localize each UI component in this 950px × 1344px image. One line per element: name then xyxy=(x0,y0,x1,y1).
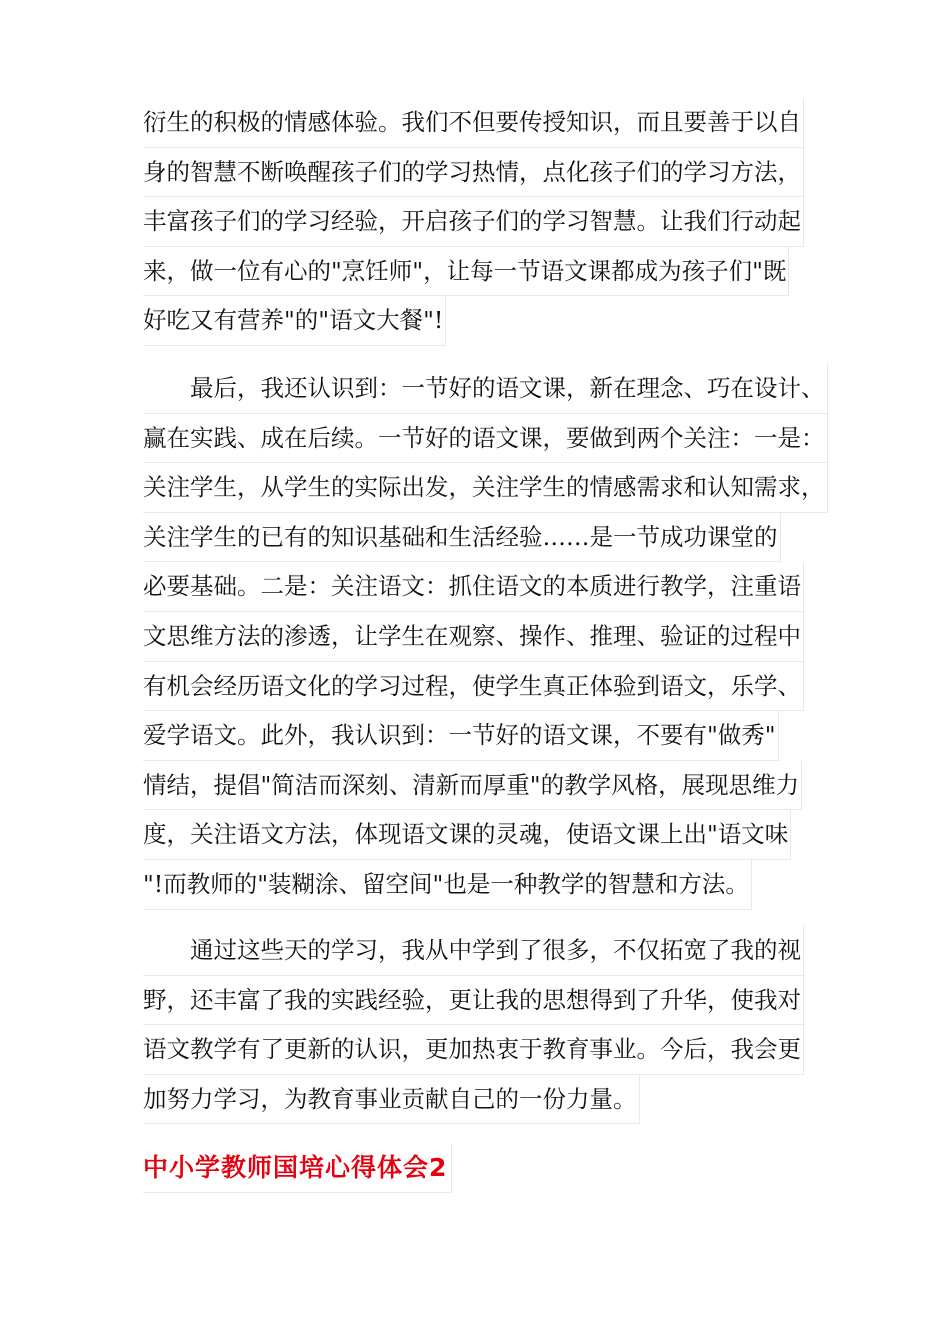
paragraph-3 xyxy=(143,926,813,1124)
text-line: 度，关注语文方法，体现语文课的灵魂，使语文课上出"语文味 xyxy=(143,810,791,860)
text-line: 通过这些天的学习，我从中学到了很多，不仅拓宽了我的视 xyxy=(143,926,804,976)
text-line: 好吃又有营养"的"语文大餐"! xyxy=(143,296,446,346)
section-heading: 中小学教师国培心得体会2 xyxy=(143,1143,452,1193)
text-line: 最后，我还认识到：一节好的语文课，新在理念、巧在设计、 xyxy=(143,364,828,414)
text-line: 来，做一位有心的"烹饪师"，让每一节语文课都成为孩子们"既 xyxy=(143,247,789,297)
paragraph-2 xyxy=(143,364,825,910)
text-line: 关注学生，从学生的实际出发，关注学生的情感需求和认知需求， xyxy=(143,463,828,513)
text-line: 身的智慧不断唤醒孩子们的学习热情，点化孩子们的学习方法， xyxy=(143,148,804,198)
text-line: 赢在实践、成在后续。一节好的语文课，要做到两个关注：一是： xyxy=(143,414,828,464)
text-line: 文思维方法的渗透，让学生在观察、操作、推理、验证的过程中 xyxy=(143,612,804,662)
paragraph-1 xyxy=(143,98,813,346)
text-line: 爱学语文。此外，我认识到：一节好的语文课，不要有"做秀" xyxy=(143,711,779,761)
text-line: 关注学生的已有的知识基础和生活经验……是一节成功课堂的 xyxy=(143,513,781,563)
text-line: 语文教学有了更新的认识，更加热衷于教育事业。今后，我会更 xyxy=(143,1025,804,1075)
text-line: 丰富孩子们的学习经验，开启孩子们的学习智慧。让我们行动起 xyxy=(143,197,804,247)
text-line: 衍生的积极的情感体验。我们不但要传授知识，而且要善于以自 xyxy=(143,98,804,148)
text-line: 加努力学习，为教育事业贡献自己的一份力量。 xyxy=(143,1075,640,1125)
text-line: 必要基础。二是：关注语文：抓住语文的本质进行教学，注重语 xyxy=(143,562,804,612)
text-line: 野，还丰富了我的实践经验，更让我的思想得到了升华，使我对 xyxy=(143,976,804,1026)
text-line: "!而教师的"装糊涂、留空间"也是一种教学的智慧和方法。 xyxy=(143,860,752,910)
text-line: 情结，提倡"简洁而深刻、清新而厚重"的教学风格，展现思维力 xyxy=(143,761,802,811)
text-line: 有机会经历语文化的学习过程，使学生真正体验到语文，乐学、 xyxy=(143,662,804,712)
